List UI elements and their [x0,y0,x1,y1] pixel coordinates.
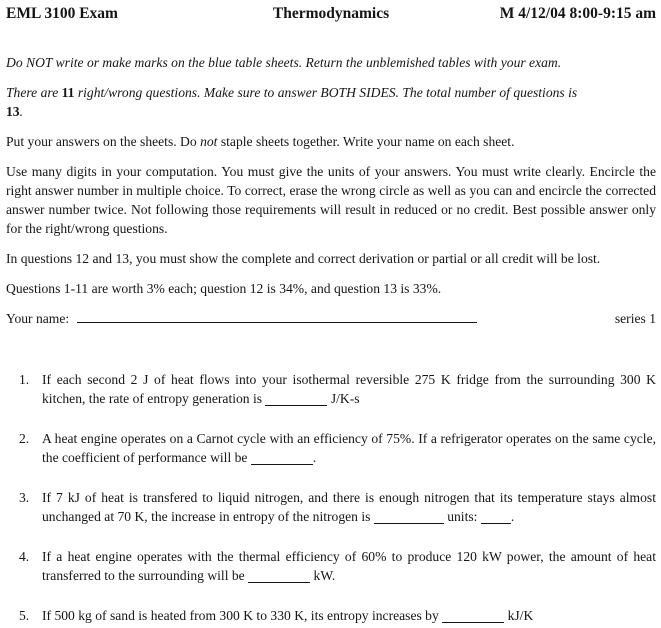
answer-blank[interactable] [481,512,511,524]
text-run: If 7 kJ of heat is transfered to liquid nitrogen, and there is enough nitrogen that its temperature stays almost unchanged at 70 K, the increase in entropy of the nitrogen is [42,490,656,524]
text-run: kW. [310,568,336,583]
text-run: kJ/K [504,608,534,623]
exam-code: EML 3100 Exam [6,5,118,22]
instructions-section [6,53,656,298]
exam-subject: Thermodynamics [272,5,390,22]
answer-blank[interactable] [251,453,313,465]
text-run: 13 [6,104,20,119]
question-text [42,606,656,625]
question-number: 5. [19,608,30,623]
question-item [19,547,656,585]
answer-blank[interactable] [374,512,444,524]
text-run: In questions 12 and 13, you must show the complete and correct derivation or partial or all credit will be lost. [6,251,601,266]
text-run: . [510,509,515,524]
answer-blank[interactable] [248,571,310,583]
text-run: not [200,134,218,149]
document-header [6,4,656,23]
question-item [19,488,656,526]
text-run: Put your answers on the sheets. Do [6,134,201,149]
instruction-paragraph [6,249,656,268]
text-run: staple sheets together. Write your name on each sheet. [217,134,515,149]
text-run: There are [6,85,62,100]
series-label: series 1 [614,311,656,326]
text-run: right/wrong questions. Make sure to answer BOTH SIDES. The total number of questions is [74,85,578,100]
question-item [19,606,656,625]
question-number: 2. [19,431,30,446]
question-item [19,370,656,408]
text-run: Questions 1-11 are worth 3% each; question 12 is 34%, and question 13 is 33%. [6,281,442,296]
question-number: 1. [19,372,30,387]
text-run: A heat engine operates on a Carnot cycle with an efficiency of 75%. If a refrigerator operates on the same cycle, the coefficient of performance will be [42,431,656,465]
answer-blank[interactable] [442,611,504,623]
text-run: J/K-s [327,391,360,406]
answer-blank[interactable] [265,394,327,406]
exam-datetime: M 4/12/04 8:00-9:15 am [499,5,657,22]
text-run: . [312,450,317,465]
question-text [42,547,656,585]
question-text [42,370,656,408]
name-line [6,309,656,328]
question-item [19,429,656,467]
question-number: 3. [19,490,30,505]
questions-list [6,370,656,625]
text-run: Do NOT write or make marks on the blue table sheets. Return the unblemished tables with your exam. [6,55,562,70]
name-label: Your name: [6,311,70,326]
text-run: If 500 kg of sand is heated from 300 K to 330 K, its entropy increases by [42,608,443,623]
text-run: . [19,104,23,119]
text-run: If a heat engine operates with the thermal efficiency of 60% to produce 120 kW power, the amount of heat transferred to the surrounding will be [42,549,656,583]
instruction-paragraph [6,132,656,151]
question-text [42,429,656,467]
text-run: Use many digits in your computation. You must give the units of your answers. You must write clearly. Encircle the right answer number in multiple choice. To correct, erase the wrong circle as well as you can and encircle the corrected answer number twice. Not following those requirements will result in reduced or no credit. Best possible answer only for the right/wrong questions. [6,164,656,236]
instruction-paragraph [6,83,656,121]
instruction-paragraph [6,279,656,298]
question-text [42,488,656,526]
text-run: If each second 2 J of heat flows into your isothermal reversible 275 K fridge from the surrounding 300 K kitchen, the rate of entropy generation is [42,372,656,406]
instruction-paragraph [6,53,656,72]
name-blank[interactable] [77,311,477,323]
text-run: units: [443,509,481,524]
question-number: 4. [19,549,30,564]
instruction-paragraph [6,162,656,238]
text-run: 11 [61,85,75,100]
